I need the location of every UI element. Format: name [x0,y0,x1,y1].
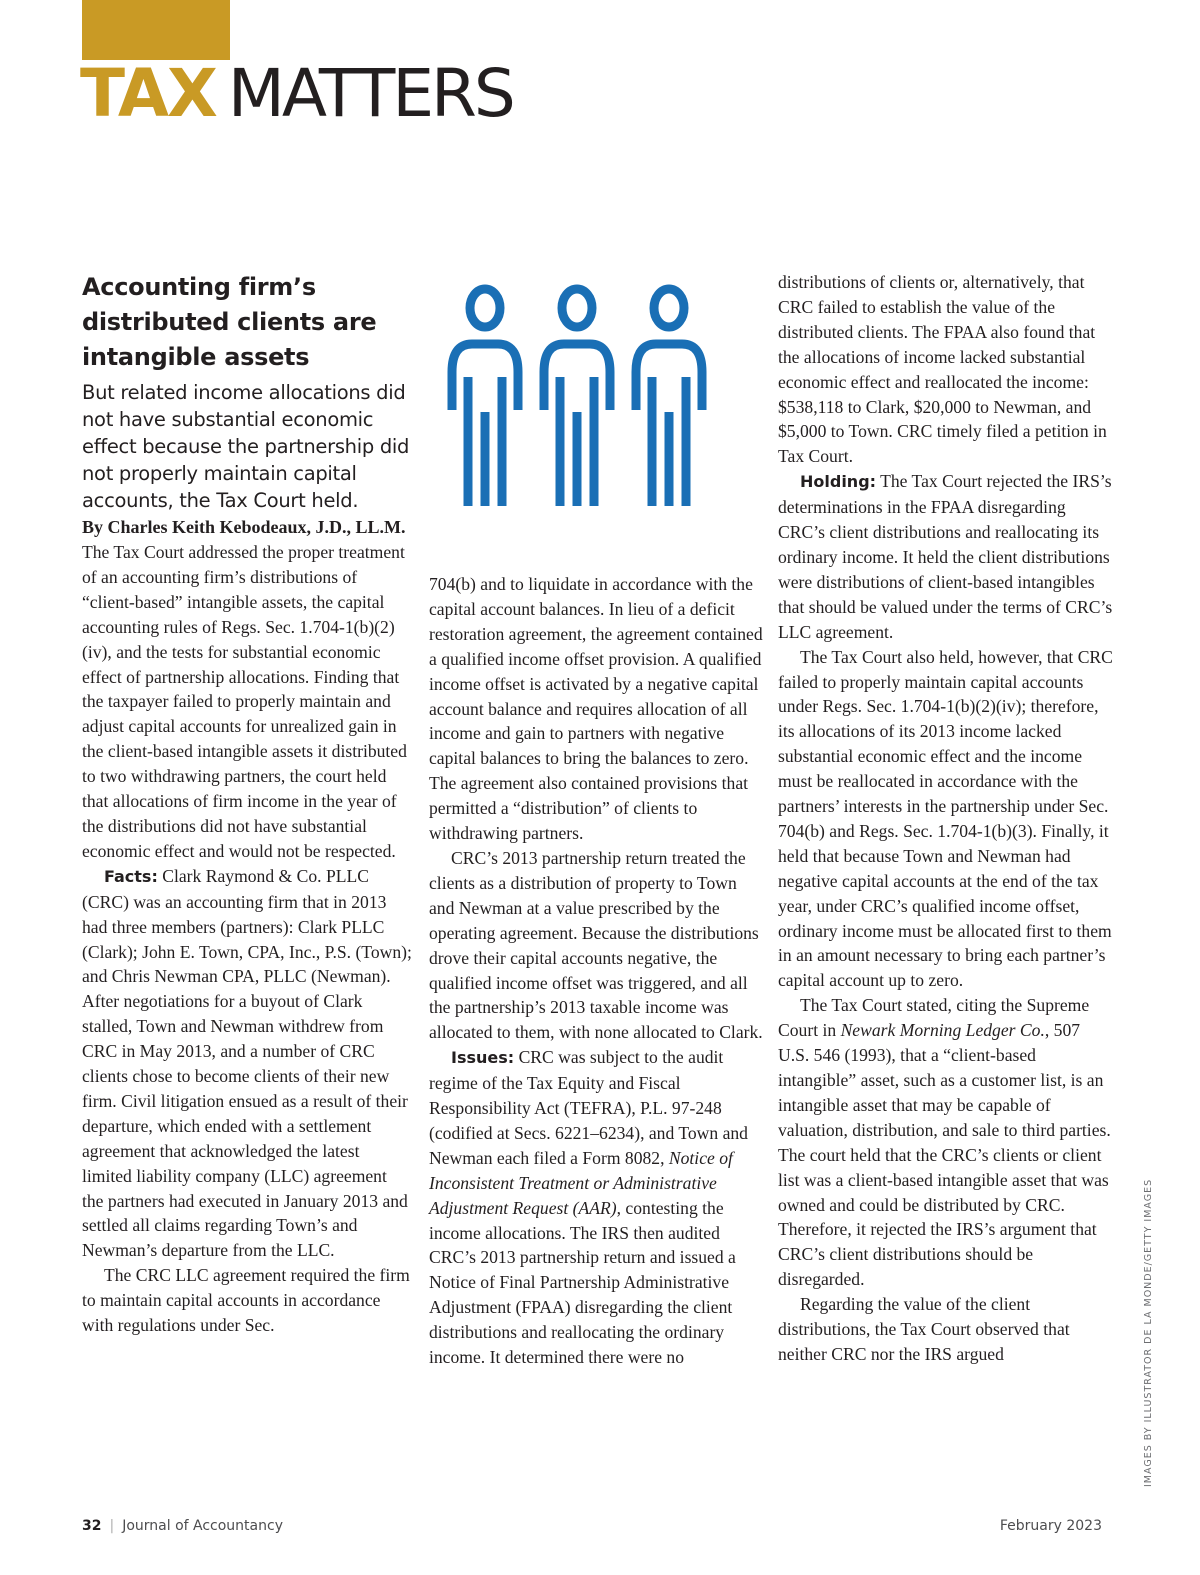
paragraph-text: , 507 U.S. 546 (1993), that a “client-based intangible” asset, such as a customer list, is an intangible asset that may be capable of valuation, distribution, and sale to third parties. The court held that the CRC’s clients or client list was a client-based intangible asset that was owned and could be distributed by CRC. Therefore, it rejected the IRS’s argument that CRC’s client distributions should be disregarded. [778,1020,1111,1290]
footer-left [82,1518,283,1534]
masthead-tax: TAX [80,55,216,132]
person-figure-icon [636,289,702,506]
holding-label: Holding: [800,472,877,492]
body-paragraph: The CRC LLC agreement required the firm to maintain capital accounts in accordance with regulations under Sec. [82,1265,410,1336]
facts-text: Clark Raymond & Co. PLLC (CRC) was an accounting firm that in 2013 had three members (partners): Clark PLLC (Clark); John E. Town, CPA, Inc., P.S. (Town); and Chris Newman CPA, PLLC (Newman). After negotiations for a buyout of Clark stalled, Town and Newman withdrew from CRC in May 2013, and a number of CRC clients chose to become clients of their new firm. Civil litigation ensued as a result of their departure, which ended with a settlement agreement that acknowledged the latest limited liability company (LLC) agreement the partners had executed in January 2013 and settled all claims regarding Town’s and Newman’s departure from the LLC. [82,865,412,1261]
masthead-accent-bar [82,0,230,60]
issues-text: CRC was subject to the audit regime of the Tax Equity and Fiscal Responsibility Act (TEFRA), P.L. 97-248 (codified at Secs. 6221–6234), and Town and Newman each filed a Form 8082, [429,1047,748,1168]
image-credit: IMAGES BY ILLUSTRATOR DE LA MONDE/GETTY IMAGES [1143,1178,1154,1487]
person-figure-icon [544,289,610,506]
issues-paragraph [429,1045,764,1370]
body-paragraph: The Tax Court addressed the proper treatment of an accounting firm’s distributions of “client-based” intangible assets, the capital accounting rules of Regs. Sec. 1.704-1(b)(2)(iv), and the tests for substantial economic effect of partnership allocations. Finding that the taxpayer failed to properly maintain and adjust capital accounts for unrealized gain in the client-based intangible assets it distributed to two withdrawing partners, the court held that allocations of firm income in the year of the distributions did not have substantial economic effect and would not be respected. [82,542,407,861]
article-column-3 [778,270,1113,1367]
article-headline: Accounting firm’s distributed clients are intangible assets [82,273,377,371]
footer-separator: | [109,1518,115,1534]
body-paragraph: CRC’s 2013 partnership return treated the clients as a distribution of property to Town and Newman at a value prescribed by the operating agreement. Because the distributions drove their capital accounts negative, the qualified income offset was triggered, and all the partnership’s 2013 taxable income was allocated to them, with none allocated to Clark. [429,847,763,1043]
article-column-2 [429,572,764,1370]
issue-date: February 2023 [999,1518,1102,1534]
holding-paragraph [778,469,1113,644]
article-dek: But related income allocations did not have substantial economic effect because the partnership did not properly maintain capital accounts, the Tax Court held. [82,381,410,512]
facts-label: Facts: [104,866,158,886]
body-paragraph: Regarding the value of the client distributions, the Tax Court observed that neither CRC nor the IRS argued [778,1294,1070,1364]
issues-label: Issues: [451,1048,515,1068]
publication-name: Journal of Accountancy [122,1518,283,1534]
article-column-1 [82,270,412,1338]
facts-paragraph [82,864,412,1264]
body-paragraph: 704(b) and to liquidate in accordance with the capital account balances. In lieu of a deficit restoration agreement, the agreement contained a qualified income offset provision. A qualified income offset is activated by a negative capital account balance and requires allocation of all income and gain to partners with negative capital balances to bring the balances to zero. The agreement also contained provisions that permitted a “distribution” of clients to withdrawing partners. [429,574,763,844]
body-paragraph: distributions of clients or, alternatively, that CRC failed to establish the value of the distributed clients. The FPAA also found that the allocations of income lacked substantial economic effect and reallocated the income: $538,118 to Clark, $20,000 to Newman, and $5,000 to Town. CRC timely filed a petition in Tax Court. [778,272,1107,467]
body-paragraph [778,993,1113,1292]
body-paragraph: The Tax Court also held, however, that CRC failed to properly maintain capital accounts under Regs. Sec. 1.704-1(b)(2)(iv); therefore, its allocations of its 2013 income lacked substantial economic effect and the income must be reallocated in accordance with the partners’ interests in the partnership under Sec. 704(b) and Regs. Sec. 1.704-1(b)(3). Finally, it held that because Town and Newman had negative capital accounts at the end of the tax year, under CRC’s qualified income offset, ordinary income must be allocated first to them in an amount necessary to bring each partner’s capital account up to zero. [778,646,1113,991]
holding-text: The Tax Court rejected the IRS’s determinations in the FPAA disregarding CRC’s client distributions and reallocating its ordinary income. It held the client distributions were distributions of client-based intangibles that should be valued under the terms of CRC’s LLC agreement. [778,471,1113,642]
three-people-icon [440,282,750,512]
person-figure-icon [452,289,518,506]
case-name: Newark Morning Ledger Co. [840,1020,1045,1041]
page-number: 32 [82,1518,102,1534]
masthead-matters: MATTERS [227,55,513,132]
section-masthead [80,55,513,133]
form-title: Notice of Inconsistent Treatment or Administrative Adjustment Request (AAR) [429,1147,733,1218]
article-byline: By Charles Keith Kebodeaux, J.D., LL.M. [82,517,406,537]
paragraph-text: The Tax Court stated, citing the Supreme Court in [778,995,1090,1041]
issues-text: , contesting the income allocations. The IRS then audited CRC’s 2013 partnership return and issued a Notice of Final Partnership Administrative Adjustment (FPAA) disregarding the client distributions and reallocating the ordinary income. It determined there were no [429,1197,736,1368]
